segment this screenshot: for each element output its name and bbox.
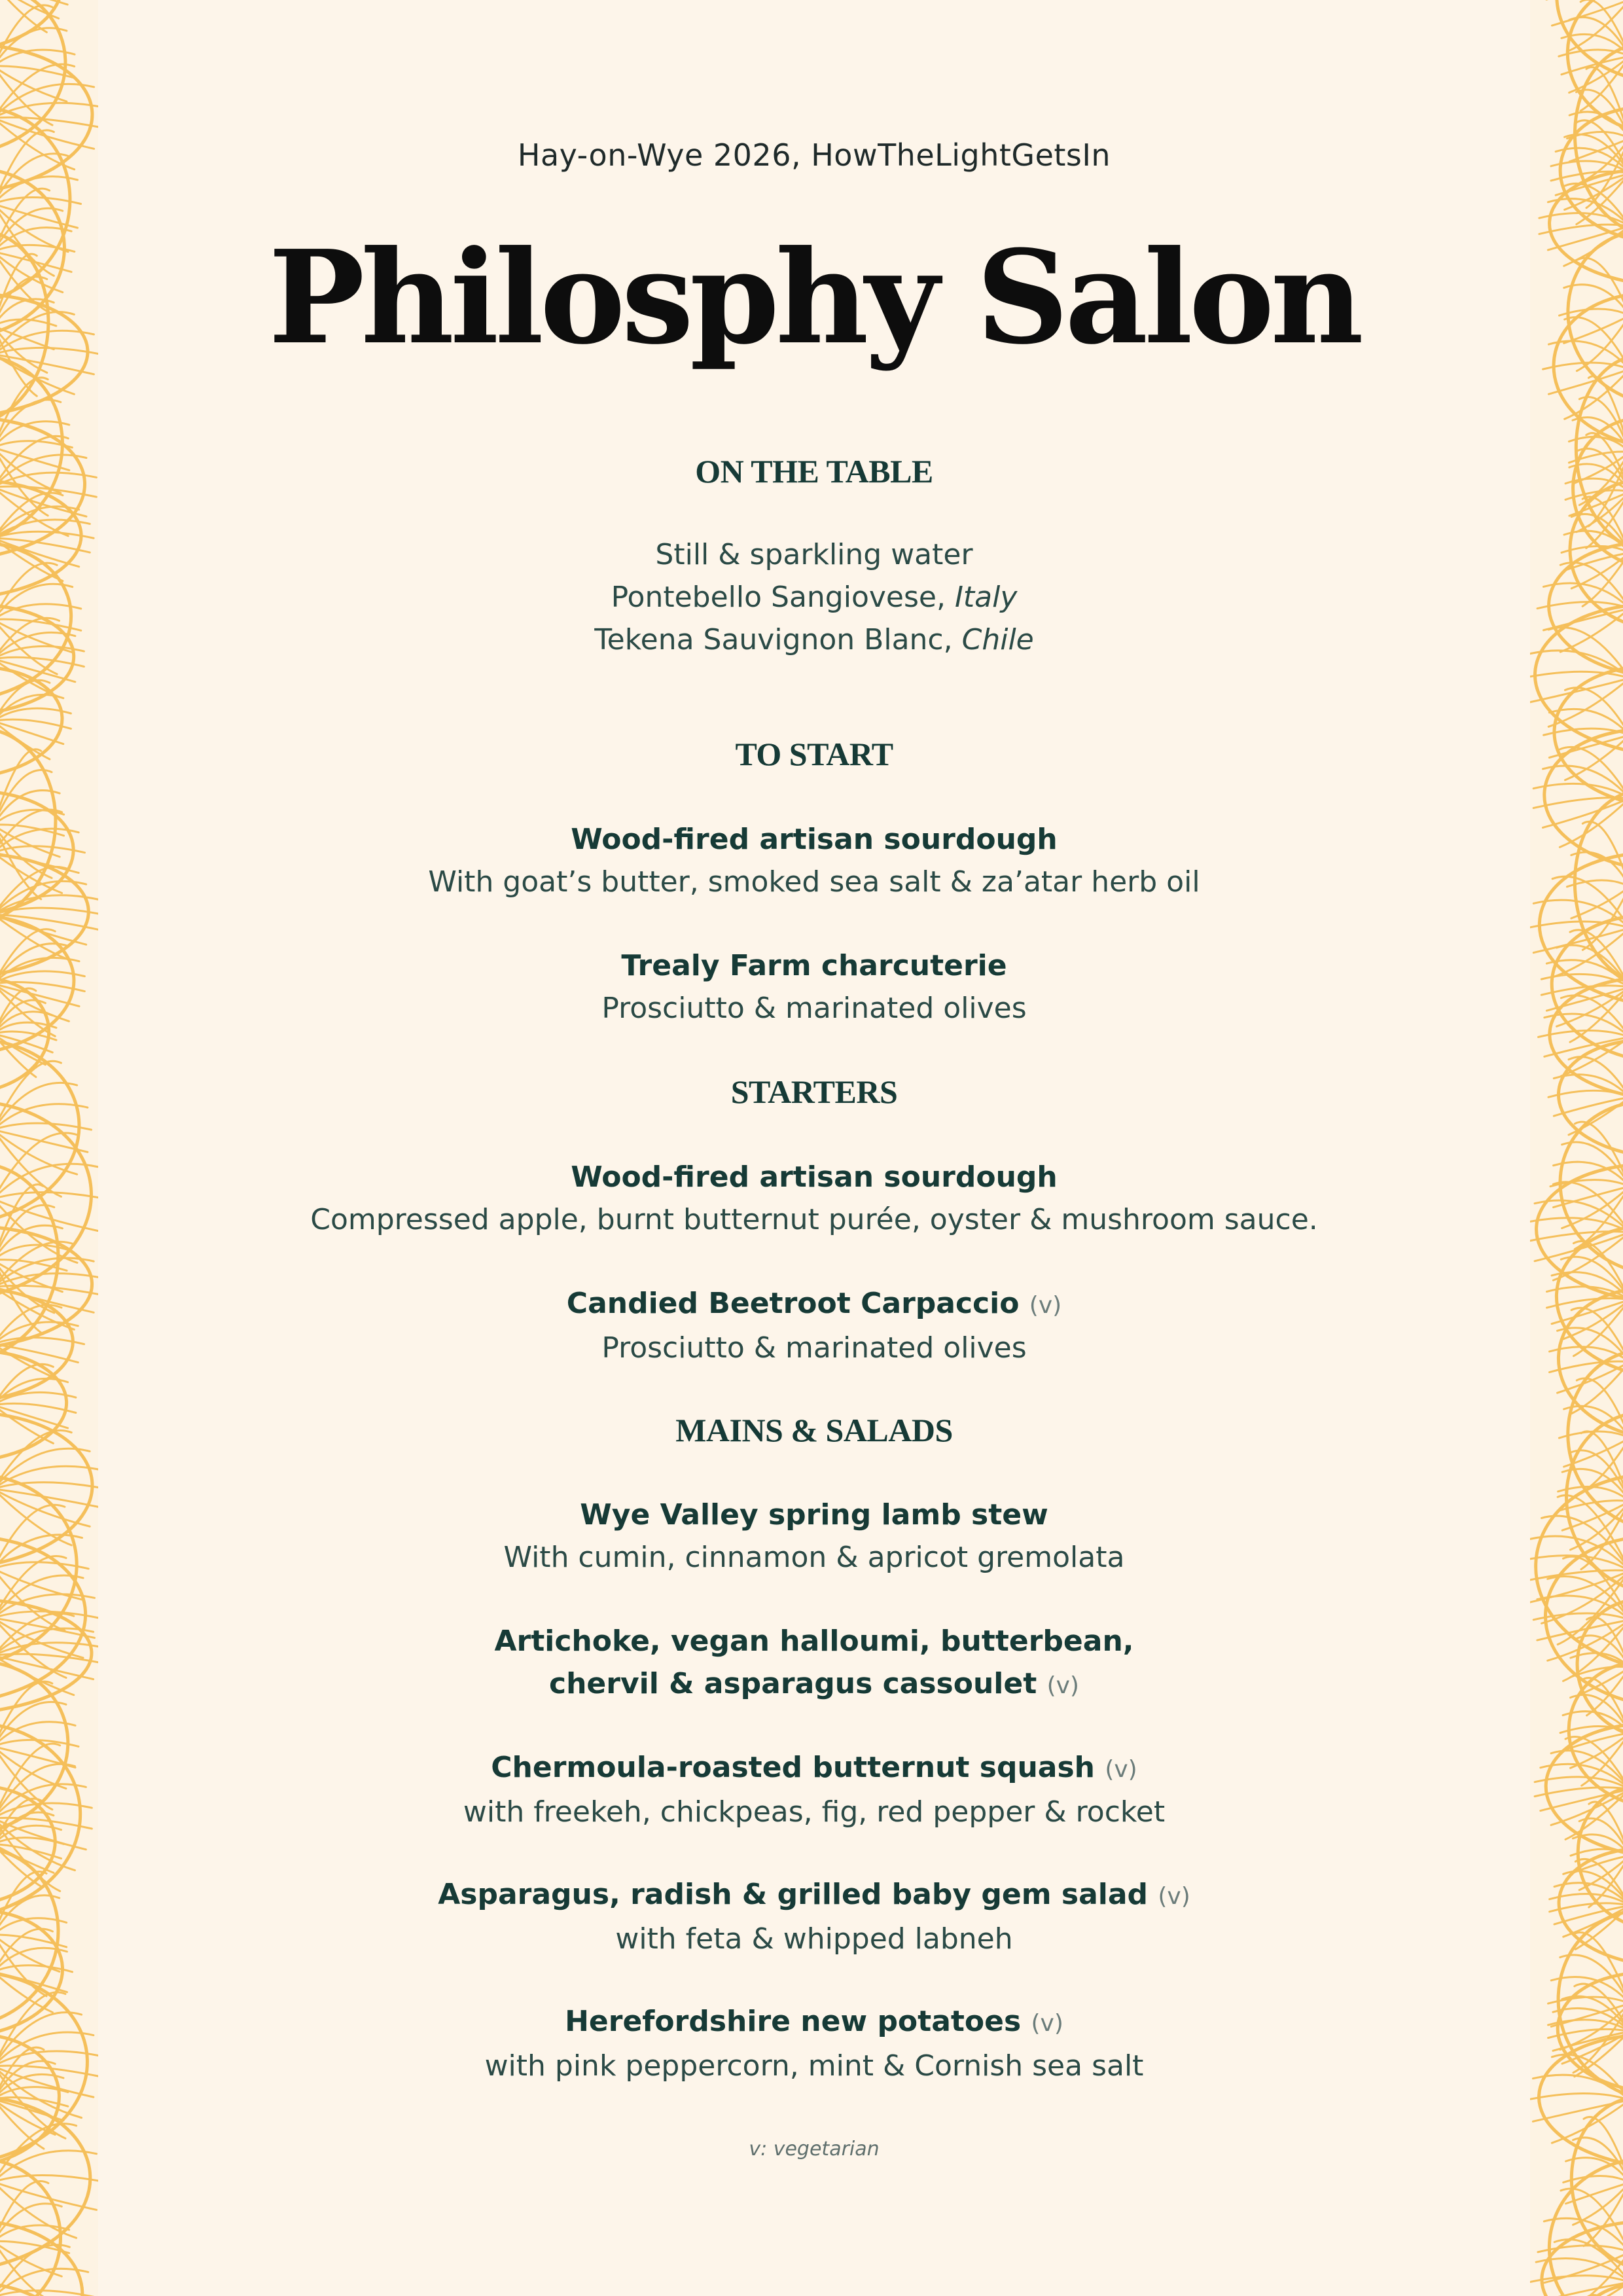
menu-item — [98, 1156, 1530, 1241]
dish-name-line — [98, 1662, 1530, 1707]
dish-name: Candied Beetroot Carpaccio — [566, 1287, 1020, 1320]
drink-line — [98, 576, 1530, 619]
drink-origin: Italy — [954, 581, 1018, 614]
dish-name: chervil & asparagus cassoulet — [549, 1667, 1037, 1700]
dish-name: Chermoula-roasted butternut squash — [491, 1751, 1095, 1784]
section-heading-mains-salads: MAINS & SALADS — [675, 1412, 953, 1448]
dish-description: with pink peppercorn, mint & Cornish sea salt — [484, 2049, 1144, 2083]
menu-item — [98, 1494, 1530, 1579]
dish-name-line — [98, 1746, 1530, 1791]
menu-item — [98, 1746, 1530, 1833]
vegetarian-badge: (v) — [1105, 1756, 1137, 1783]
dish-description: With goat’s butter, smoked sea salt & za’atar herb oil — [428, 865, 1200, 899]
vegetarian-badge: (v) — [1046, 1672, 1079, 1699]
page-title: Philosphy Salon — [268, 223, 1360, 373]
dish-name: Artichoke, vegan halloumi, butterbean, — [494, 1624, 1134, 1658]
dish-description: Prosciutto & marinated olives — [601, 992, 1027, 1025]
section-heading-starters: STARTERS — [730, 1073, 898, 1110]
section-heading-on-the-table: ON THE TABLE — [695, 453, 933, 490]
floral-pattern-icon — [1530, 0, 1623, 2296]
vegetarian-badge: (v) — [1029, 1292, 1062, 1319]
dish-description: with feta & whipped labneh — [615, 1922, 1013, 1956]
drink-line — [98, 619, 1530, 661]
dish-description: With cumin, cinnamon & apricot gremolata — [503, 1541, 1125, 1574]
drink-origin: Chile — [961, 623, 1034, 656]
dish-name-line — [98, 1282, 1530, 1327]
dish-description: Compressed apple, burnt butternut purée, oyster & mushroom sauce. — [310, 1203, 1318, 1236]
on-the-table-list — [98, 533, 1530, 661]
vegetarian-badge: (v) — [1031, 2010, 1063, 2037]
event-name: Hay-on-Wye 2026, HowTheLightGetsIn — [517, 137, 1111, 173]
drink-line: Still & sparkling water — [655, 538, 973, 571]
right-floral-border — [1530, 0, 1623, 2296]
dish-description: Prosciutto & marinated olives — [601, 1331, 1027, 1365]
left-floral-border — [0, 0, 98, 2296]
dish-name: Asparagus, radish & grilled baby gem salad — [438, 1878, 1149, 1911]
menu-item — [98, 818, 1530, 903]
drink-name: Tekena Sauvignon Blanc, — [594, 623, 962, 656]
dish-name: Wye Valley spring lamb stew — [580, 1498, 1048, 1532]
floral-pattern-icon — [0, 0, 98, 2296]
menu-item — [98, 944, 1530, 1030]
dish-name: Wood-fired artisan sourdough — [571, 1160, 1058, 1194]
dish-name-line — [98, 1873, 1530, 1918]
drink-name: Pontebello Sangiovese, — [611, 581, 955, 614]
menu-item — [98, 1282, 1530, 1369]
dish-name: Trealy Farm charcuterie — [621, 949, 1007, 982]
dish-name: Wood-fired artisan sourdough — [571, 823, 1058, 856]
footnote: v: vegetarian — [749, 2138, 880, 2161]
section-heading-to-start: TO START — [735, 736, 893, 772]
vegetarian-badge: (v) — [1158, 1883, 1190, 1910]
dish-description: with freekeh, chickpeas, fig, red pepper & rocket — [463, 1795, 1166, 1829]
menu-item — [98, 2000, 1530, 2087]
menu-page — [98, 0, 1530, 2296]
menu-item — [98, 1873, 1530, 1960]
menu-item — [98, 1620, 1530, 1707]
dish-name: Herefordshire new potatoes — [565, 2005, 1022, 2038]
dish-name-line — [98, 2000, 1530, 2045]
